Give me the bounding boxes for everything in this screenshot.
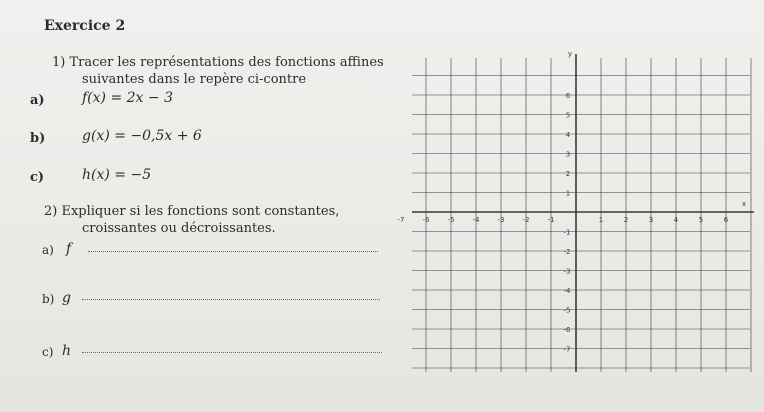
- x-tick-label: -2: [522, 216, 530, 224]
- x-tick-label: -7: [397, 216, 405, 224]
- x-tick-label: -1: [547, 216, 555, 224]
- question-2-line-1: 2) Expliquer si les fonctions sont constantes,: [44, 204, 340, 219]
- answer-a-variable: f: [66, 241, 72, 257]
- question-2-line-2: croissantes ou décroissantes.: [82, 221, 276, 236]
- y-tick-label: 1: [565, 189, 571, 198]
- tick-labels: [398, 50, 747, 354]
- y-axis-label: y: [567, 50, 573, 58]
- y-tick-label: -6: [563, 326, 571, 334]
- function-b-label: b): [30, 131, 46, 146]
- x-tick-label: -6: [422, 216, 430, 224]
- x-tick-label: 2: [623, 216, 629, 224]
- answer-c-variable: h: [62, 343, 72, 359]
- x-tick-label: 1: [598, 216, 604, 224]
- x-tick-label: -5: [447, 216, 455, 224]
- answer-b-label: b): [42, 292, 55, 306]
- y-tick-label: -3: [563, 267, 571, 276]
- y-tick-label: 5: [565, 111, 571, 120]
- y-tick-label: 2: [565, 170, 571, 178]
- x-tick-label: 6: [723, 216, 729, 224]
- grid-lines: [412, 58, 751, 372]
- y-tick-label: -2: [563, 248, 571, 256]
- x-tick-label: 5: [698, 216, 704, 224]
- question-1-line-1: 1) Tracer les représentations des fonctions affines: [52, 55, 384, 70]
- y-tick-label: 4: [565, 131, 571, 139]
- exercise-title: Exercice 2: [44, 18, 126, 34]
- y-tick-label: 3: [565, 150, 571, 159]
- x-tick-label: -3: [497, 216, 505, 224]
- y-tick-label: -4: [563, 287, 571, 295]
- y-tick-label: -5: [563, 306, 571, 315]
- function-a-label: a): [30, 93, 45, 108]
- answer-c-label: c): [42, 345, 54, 359]
- function-g-expression: g(x) = −0,5x + 6: [82, 128, 202, 144]
- y-tick-label: -1: [563, 228, 571, 237]
- function-h-expression: h(x) = −5: [82, 167, 152, 183]
- y-tick-label: 6: [565, 92, 571, 100]
- x-tick-label: 3: [648, 216, 654, 224]
- function-c-label: c): [30, 170, 45, 185]
- function-f-expression: f(x) = 2x − 3: [82, 90, 173, 106]
- axes: [412, 54, 754, 372]
- answer-a-label: a): [42, 243, 54, 257]
- x-tick-label: 4: [673, 216, 679, 224]
- x-axis-label: x: [741, 200, 747, 208]
- x-tick-label: -4: [472, 216, 480, 224]
- y-tick-label: -7: [563, 345, 571, 354]
- answer-b-variable: g: [62, 290, 71, 306]
- question-1-line-2: suivantes dans le repère ci-contre: [82, 72, 307, 87]
